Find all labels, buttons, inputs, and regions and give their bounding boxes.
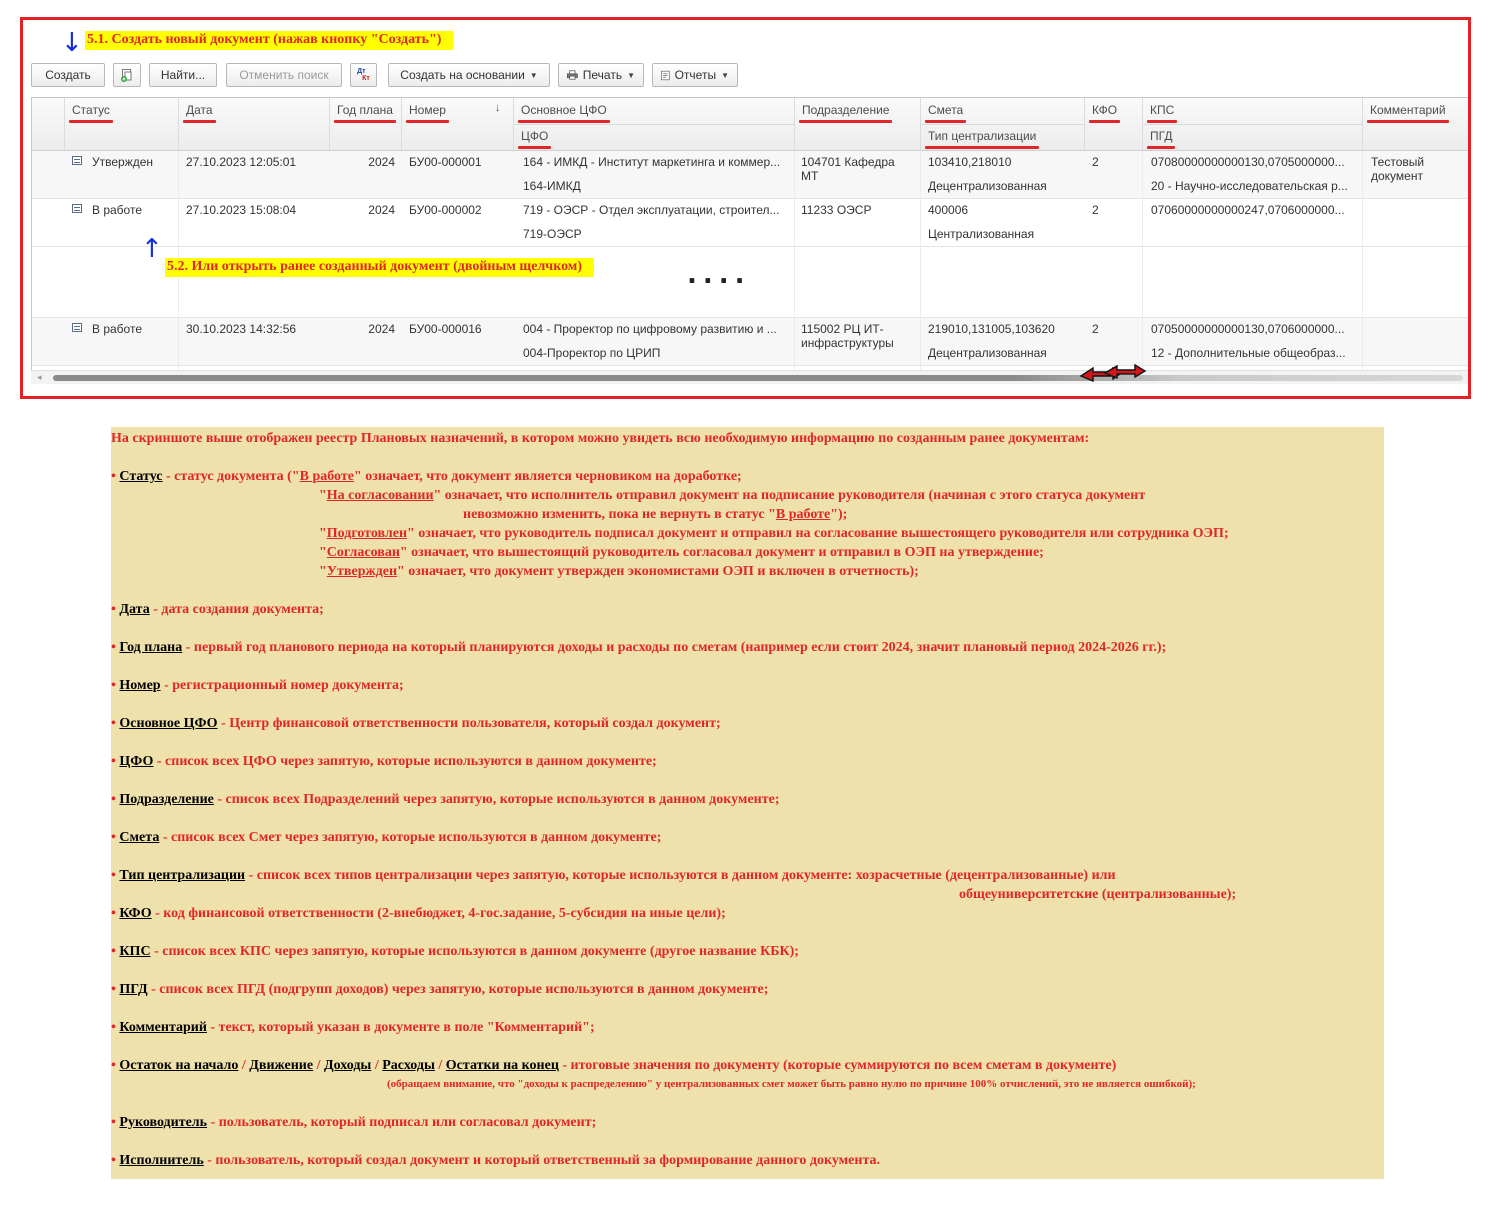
- comment-desc: - текст, который указан в документе в поле "Комментарий";: [206, 1020, 595, 1035]
- estimate-desc: - список всех Смет через запятую, которые используются в данном документе;: [159, 830, 662, 845]
- row-department: 104701 Кафедра МТ: [801, 155, 895, 183]
- column-date-label: Дата: [186, 103, 213, 117]
- status-desc-a: - статус документа (": [162, 469, 300, 484]
- copy-button[interactable]: [113, 63, 141, 87]
- bullet: •: [111, 716, 116, 731]
- row-status: Утвержден: [92, 155, 154, 169]
- number-desc: - регистрационный номер документа;: [160, 678, 404, 693]
- bullet: •: [111, 982, 116, 997]
- column-kfo[interactable]: [1087, 98, 1117, 124]
- status-line-4-text: " означает, что руководитель подписал документ и отправил на согласование вышестоящего руководителя или сотрудника ОЭП;: [407, 526, 1229, 541]
- status-podgotovlen: Подготовлен: [326, 526, 408, 541]
- quote: ": [319, 488, 327, 503]
- row-main-cfo: 004 - Проректор по цифровому развитию и ...: [523, 322, 777, 336]
- centralization-desc: - список всех типов централизации через запятую, которые используются в данном документе: хозрасчетные (децентрализованные) или: [245, 868, 1116, 883]
- totals-term-end: Остатки на конец: [445, 1058, 559, 1073]
- report-icon: [661, 69, 670, 82]
- print-button-label: Печать: [582, 68, 623, 82]
- pgd-desc: - список всех ПГД (подгрупп доходов) через запятую, которые используются в данном документе;: [147, 982, 769, 997]
- year-line: [111, 638, 1166, 657]
- row-status: В работе: [92, 322, 143, 336]
- bullet: •: [111, 602, 116, 617]
- bullet: •: [111, 868, 116, 883]
- table-row[interactable]: [32, 151, 1470, 199]
- row-main-cfo: 164 - ИМКД - Институт маркетинга и коммер...: [523, 155, 781, 169]
- row-comment: Тестовый документ: [1371, 155, 1425, 183]
- kps-desc: - список всех КПС через запятую, которые используются в данном документе (другое название КБК);: [150, 944, 799, 959]
- column-estimate[interactable]: [923, 98, 963, 124]
- executor-term: Исполнитель: [119, 1153, 204, 1168]
- dt-label: Дт: [357, 68, 366, 75]
- row-year: 2024: [368, 203, 395, 217]
- date-line: [111, 600, 324, 619]
- column-kps-label: КПС: [1150, 103, 1175, 117]
- centralization-term: Тип централизации: [119, 868, 246, 883]
- reports-button[interactable]: [652, 63, 738, 87]
- row-centralization: Децентрализованная: [928, 179, 1047, 193]
- status-line-6: [319, 562, 919, 581]
- row-cfo: 719-ОЭСР: [523, 227, 582, 241]
- explanation-intro: На скриншоте выше отображен реестр Плановых назначений, в котором можно увидеть всю необходимую информацию по созданным ранее документам:: [111, 431, 1090, 446]
- row-centralization: Децентрализованная: [928, 346, 1047, 360]
- chevron-down-icon: ▼: [627, 70, 635, 80]
- slash: /: [434, 1058, 446, 1073]
- bullet: •: [111, 792, 116, 807]
- slash: /: [238, 1058, 250, 1073]
- arrow-down-icon: ↓: [61, 28, 83, 58]
- status-line-4: [319, 524, 1229, 543]
- bullet: •: [111, 906, 116, 921]
- status-soglasovan: Согласован: [326, 545, 400, 560]
- dt-kt-button[interactable]: [350, 63, 377, 87]
- status-na-soglasovanii: На согласовании: [326, 488, 434, 503]
- head-desc: - пользователь, который подписал или согласовал документ;: [207, 1115, 597, 1130]
- kfo-line: [111, 904, 726, 923]
- create-based-on-button[interactable]: [388, 63, 550, 87]
- document-icon: [72, 156, 82, 165]
- row-year: 2024: [368, 155, 395, 169]
- column-status-label: Статус: [72, 103, 110, 117]
- bullet: •: [111, 830, 116, 845]
- ellipsis: ....: [687, 260, 751, 290]
- row-status: В работе: [92, 203, 143, 217]
- totals-note: (обращаем внимание, что "доходы к распределению" у централизованных смет может быть равно нулю по причине 100% отчислений, это не является ошибкой);: [387, 1078, 1196, 1090]
- column-pgd-label: ПГД: [1150, 129, 1173, 143]
- bullet: •: [111, 1058, 116, 1073]
- annotation-create: 5.1. Создать новый документ (нажав кнопку "Создать"): [85, 31, 453, 50]
- row-date: 27.10.2023 15:08:04: [186, 203, 297, 217]
- column-cfo[interactable]: [516, 124, 548, 150]
- row-centralization: Централизованная: [928, 227, 1035, 241]
- explanation-panel: [111, 427, 1384, 1179]
- date-desc: - дата создания документа;: [149, 602, 324, 617]
- cfo-desc: - список всех ЦФО через запятую, которые используются в данном документе;: [153, 754, 657, 769]
- department-term: Подразделение: [119, 792, 214, 807]
- row-estimate: 219010,131005,103620: [928, 322, 1055, 336]
- slash: /: [313, 1058, 324, 1073]
- double-arrow-icon: [1079, 363, 1147, 385]
- print-button[interactable]: [558, 63, 644, 87]
- department-desc: - список всех Подразделений через запятую, которые используются в данном документе;: [213, 792, 780, 807]
- row-kfo: 2: [1092, 155, 1099, 169]
- comment-line: [111, 1018, 595, 1037]
- number-term: Номер: [119, 678, 161, 693]
- main-cfo-desc: - Центр финансовой ответственности пользователя, который создал документ;: [217, 716, 721, 731]
- column-kfo-label: КФО: [1092, 103, 1118, 117]
- status-v-rabote-2: В работе: [775, 507, 831, 522]
- printer-icon: [567, 69, 578, 81]
- year-desc: - первый год планового периода на который планируются доходы и расходы по сметам (например если стоит 2024, значит плановый период 2024-2026 гг.);: [182, 640, 1167, 655]
- column-centralization[interactable]: [923, 124, 1036, 150]
- row-cfo: 004-Проректор по ЦРИП: [523, 346, 661, 360]
- quote: ": [319, 564, 327, 579]
- pgd-line: [111, 980, 768, 999]
- kps-term: КПС: [119, 944, 151, 959]
- find-button[interactable]: [149, 63, 217, 87]
- date-term: Дата: [119, 602, 150, 617]
- column-main-cfo[interactable]: [516, 98, 607, 124]
- column-cfo-label: ЦФО: [521, 129, 549, 143]
- bullet: •: [111, 754, 116, 769]
- table-header: [32, 98, 1470, 151]
- scrollbar-thumb[interactable]: [53, 375, 1463, 381]
- registry-screenshot-frame: [20, 17, 1471, 399]
- quote: ": [319, 545, 327, 560]
- column-department-label: Подразделение: [802, 103, 890, 117]
- row-cfo: 164-ИМКД: [523, 179, 581, 193]
- totals-term-start: Остаток на начало: [119, 1058, 239, 1073]
- executor-desc: - пользователь, который создал документ и который ответственный за формирование данного документа.: [203, 1153, 880, 1168]
- row-kps: 07080000000000130,0705000000...: [1151, 155, 1345, 169]
- pgd-term: ПГД: [119, 982, 148, 997]
- create-based-on-label: Создать на основании: [400, 68, 525, 82]
- column-kps[interactable]: [1145, 98, 1174, 124]
- table-row[interactable]: [32, 199, 1470, 247]
- head-line: [111, 1113, 596, 1132]
- column-estimate-label: Смета: [928, 103, 964, 117]
- cancel-search-button[interactable]: [226, 63, 342, 87]
- scroll-left-arrow-icon[interactable]: ◂: [37, 372, 42, 382]
- cfo-line: [111, 752, 657, 771]
- row-pgd: 20 - Научно-исследовательская р...: [1151, 179, 1348, 193]
- row-kps: 07050000000000130,0706000000...: [1151, 322, 1345, 336]
- head-term: Руководитель: [119, 1115, 208, 1130]
- bullet: •: [111, 1153, 116, 1168]
- bullet: •: [111, 1020, 116, 1035]
- column-status[interactable]: [67, 98, 110, 124]
- arrow-up-icon: ↑: [141, 234, 163, 264]
- status-v-rabote: В работе: [299, 469, 354, 484]
- status-term: Статус: [119, 469, 163, 484]
- row-pgd: 12 - Дополнительные общеобраз...: [1151, 346, 1346, 360]
- chevron-down-icon: ▼: [721, 70, 729, 80]
- table-row[interactable]: [32, 318, 1470, 366]
- copy-doc-icon: [120, 68, 134, 82]
- column-comment[interactable]: [1365, 98, 1446, 124]
- toolbar: [31, 63, 1451, 88]
- chevron-down-icon: ▼: [529, 70, 538, 80]
- row-estimate: 400006: [928, 203, 969, 217]
- status-line-3: [463, 505, 847, 524]
- department-line: [111, 790, 780, 809]
- totals-term-income: Доходы: [323, 1058, 372, 1073]
- status-desc-b: " означает, что документ является черновиком на доработке;: [353, 469, 742, 484]
- status-line-1: [111, 467, 742, 486]
- estimate-term: Смета: [119, 830, 160, 845]
- horizontal-scrollbar[interactable]: [31, 370, 1471, 384]
- status-utverzhden: Утвержден: [326, 564, 398, 579]
- totals-term-movement: Движение: [249, 1058, 314, 1073]
- year-term: Год плана: [119, 640, 183, 655]
- row-number: БУ00-000002: [409, 203, 482, 217]
- cancel-search-label: Отменить поиск: [239, 68, 329, 82]
- centralization-line: [111, 866, 1116, 885]
- reports-button-label: Отчеты: [674, 68, 717, 82]
- document-icon: [72, 323, 82, 332]
- create-button[interactable]: [31, 63, 105, 87]
- row-estimate: 103410,218010: [928, 155, 1012, 169]
- main-cfo-line: [111, 714, 721, 733]
- row-kfo: 2: [1092, 322, 1099, 336]
- column-number-label: Номер: [409, 103, 446, 117]
- column-main-cfo-label: Основное ЦФО: [521, 103, 607, 117]
- annotation-open: 5.2. Или открыть ранее созданный документ (двойным щелчком): [165, 258, 594, 277]
- status-line-5: [319, 543, 1044, 562]
- bullet: •: [111, 640, 116, 655]
- quote: ": [319, 526, 327, 541]
- row-kfo: 2: [1092, 203, 1099, 217]
- sort-desc-icon[interactable]: ↓: [495, 102, 501, 114]
- estimate-line: [111, 828, 661, 847]
- find-button-label: Найти...: [160, 68, 206, 82]
- row-number: БУ00-000001: [409, 155, 482, 169]
- column-number[interactable]: [404, 98, 446, 124]
- row-department: 115002 РЦ ИТ-инфраструктуры: [801, 322, 894, 350]
- cfo-term: ЦФО: [119, 754, 154, 769]
- status-line-3-end: ");: [830, 507, 848, 522]
- bullet: •: [111, 1115, 116, 1130]
- column-plan-year-label: Год плана: [337, 103, 393, 117]
- documents-table: [31, 97, 1471, 381]
- kt-label: Кт: [362, 75, 370, 82]
- status-line-3-text: невозможно изменить, пока не вернуть в статус ": [463, 507, 776, 522]
- row-kps: 07060000000000247,0706000000...: [1151, 203, 1345, 217]
- totals-term-expenses: Расходы: [382, 1058, 435, 1073]
- kfo-term: КФО: [119, 906, 152, 921]
- totals-desc: - итоговые значения по документу (которые суммируются по всем сметам в документе): [558, 1058, 1117, 1073]
- bullet: •: [111, 944, 116, 959]
- row-year: 2024: [368, 322, 395, 336]
- status-line-6-text: " означает, что документ утвержден экономистами ОЭП и включен в отчетность);: [397, 564, 919, 579]
- bullet: •: [111, 469, 116, 484]
- row-number: БУ00-000016: [409, 322, 482, 336]
- status-line-5-text: " означает, что вышестоящий руководитель согласовал документ и отправил в ОЭП на утверждение;: [399, 545, 1044, 560]
- column-plan-year[interactable]: [332, 98, 393, 124]
- number-line: [111, 676, 404, 695]
- column-centralization-label: Тип централизации: [928, 129, 1037, 143]
- totals-line: [111, 1056, 1116, 1075]
- status-line-2-text: " означает, что исполнитель отправил документ на подписание руководителя (начиная с этого статуса документ: [433, 488, 1146, 503]
- slash: /: [371, 1058, 383, 1073]
- bullet: •: [111, 678, 116, 693]
- row-date: 27.10.2023 12:05:01: [186, 155, 297, 169]
- dt-kt-icon: [357, 68, 370, 82]
- row-main-cfo: 719 - ОЭСР - Отдел эксплуатации, строител...: [523, 203, 780, 217]
- row-department: 11233 ОЭСР: [801, 203, 872, 217]
- kfo-desc: - код финансовой ответственности (2-внебюджет, 4-гос.задание, 5-субсидия на иные цели);: [151, 906, 726, 921]
- column-department[interactable]: [797, 98, 889, 124]
- column-pgd[interactable]: [1145, 124, 1172, 150]
- centralization-line-2: общеуниверситетские (централизованные);: [959, 887, 1237, 902]
- column-comment-label: Комментарий: [1370, 103, 1446, 117]
- column-date[interactable]: [181, 98, 213, 124]
- row-date: 30.10.2023 14:32:56: [186, 322, 297, 336]
- status-line-2: [319, 486, 1145, 505]
- executor-line: [111, 1151, 880, 1170]
- document-icon: [72, 204, 82, 213]
- comment-term: Комментарий: [119, 1020, 207, 1035]
- main-cfo-term: Основное ЦФО: [119, 716, 218, 731]
- kps-line: [111, 942, 799, 961]
- create-button-label: Создать: [45, 68, 91, 82]
